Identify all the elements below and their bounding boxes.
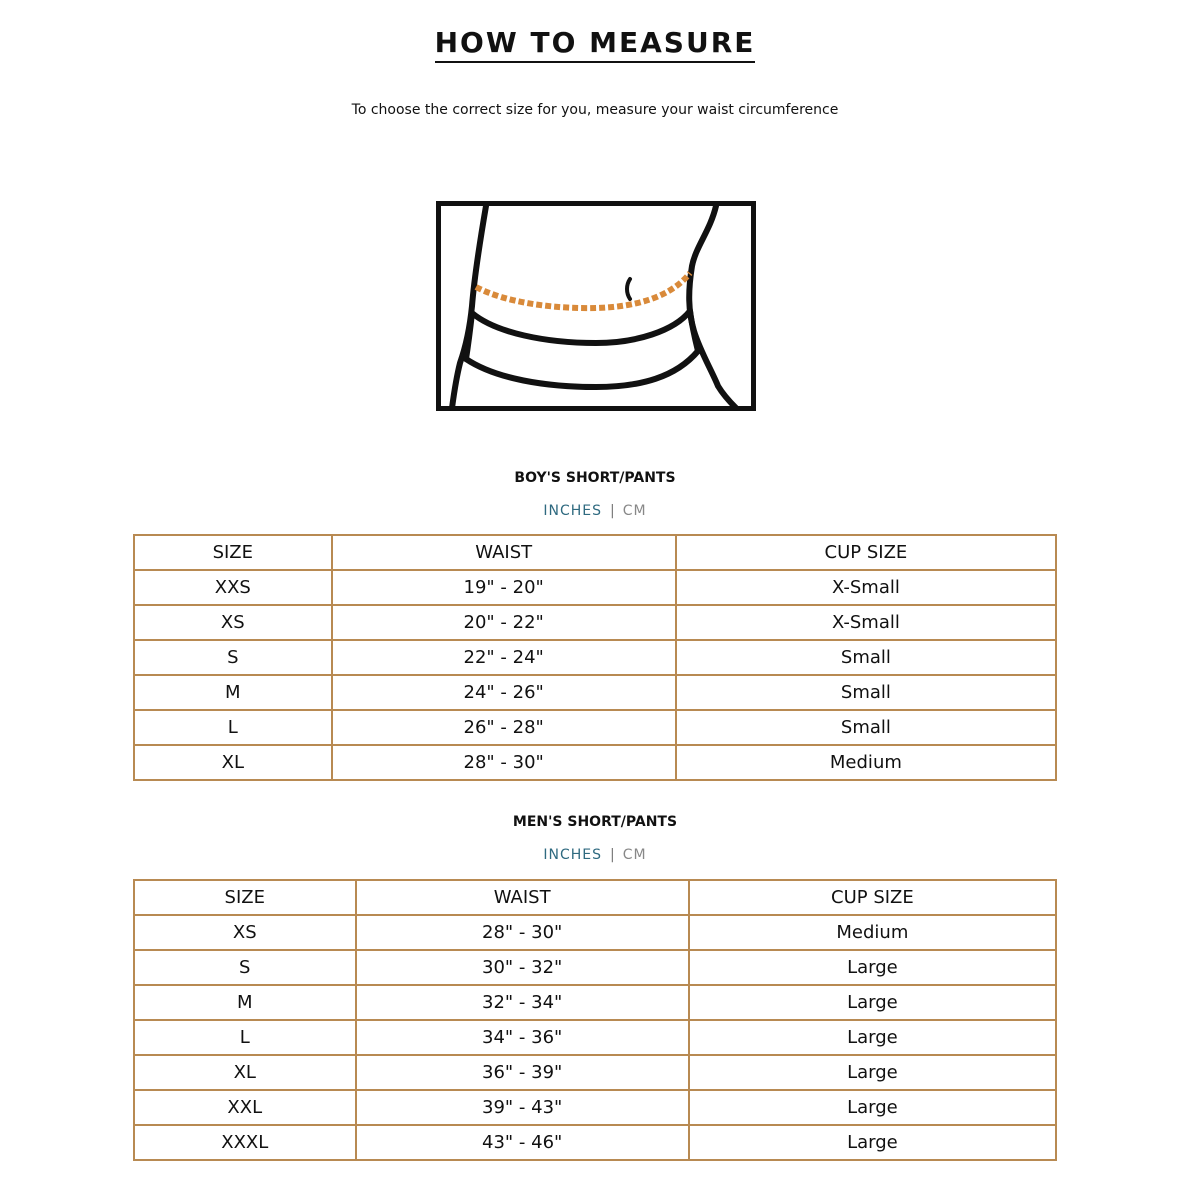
- cell-size: XXXL: [134, 1125, 356, 1160]
- cell-waist: 28" - 30": [356, 915, 689, 950]
- header-waist: WAIST: [332, 535, 676, 570]
- table-header-row: [134, 880, 1056, 915]
- cell-size: XL: [134, 1055, 356, 1090]
- page-title: [0, 26, 1190, 59]
- table-header-row: [134, 535, 1056, 570]
- cell-size: XL: [134, 745, 332, 780]
- cell-cup-size: Large: [689, 1020, 1056, 1055]
- mens-unit-cm[interactable]: CM: [622, 847, 647, 863]
- header-waist: WAIST: [356, 880, 689, 915]
- cell-size: XS: [134, 915, 356, 950]
- boys-unit-inches[interactable]: INCHES: [543, 503, 603, 519]
- table-row: [134, 915, 1056, 950]
- mens-unit-inches[interactable]: INCHES: [543, 847, 603, 863]
- table-row: [134, 675, 1056, 710]
- cell-waist: 22" - 24": [332, 640, 676, 675]
- cell-waist: 24" - 26": [332, 675, 676, 710]
- cell-size: XXL: [134, 1090, 356, 1125]
- boys-size-table: [133, 534, 1057, 781]
- cell-size: S: [134, 640, 332, 675]
- header-cup-size: CUP SIZE: [689, 880, 1056, 915]
- cell-cup-size: Large: [689, 985, 1056, 1020]
- table-row: [134, 950, 1056, 985]
- cell-cup-size: Large: [689, 950, 1056, 985]
- boys-unit-separator: |: [610, 503, 615, 519]
- header-size: SIZE: [134, 535, 332, 570]
- cell-waist: 26" - 28": [332, 710, 676, 745]
- cell-cup-size: Small: [676, 640, 1056, 675]
- header-cup-size: CUP SIZE: [676, 535, 1056, 570]
- cell-size: XS: [134, 605, 332, 640]
- mens-size-table: [133, 879, 1057, 1161]
- cell-waist: 30" - 32": [356, 950, 689, 985]
- cell-size: M: [134, 985, 356, 1020]
- cell-cup-size: Large: [689, 1055, 1056, 1090]
- cell-cup-size: Medium: [689, 915, 1056, 950]
- cell-size: XXS: [134, 570, 332, 605]
- cell-waist: 36" - 39": [356, 1055, 689, 1090]
- cell-cup-size: Small: [676, 710, 1056, 745]
- table-row: [134, 1020, 1056, 1055]
- cell-cup-size: Small: [676, 675, 1056, 710]
- waist-measurement-illustration: [436, 201, 756, 411]
- page-subtitle: To choose the correct size for you, measure your waist circumference: [351, 102, 839, 118]
- cell-waist: 19" - 20": [332, 570, 676, 605]
- mens-unit-toggle: [0, 847, 1190, 863]
- header-size: SIZE: [134, 880, 356, 915]
- cell-cup-size: Large: [689, 1090, 1056, 1125]
- cell-waist: 20" - 22": [332, 605, 676, 640]
- boys-unit-cm[interactable]: CM: [622, 503, 647, 519]
- table-row: [134, 640, 1056, 675]
- table-row: [134, 985, 1056, 1020]
- cell-waist: 39" - 43": [356, 1090, 689, 1125]
- cell-size: S: [134, 950, 356, 985]
- cell-cup-size: X-Small: [676, 570, 1056, 605]
- table-row: [134, 745, 1056, 780]
- cell-size: L: [134, 710, 332, 745]
- table-row: [134, 605, 1056, 640]
- table-row: [134, 1125, 1056, 1160]
- cell-waist: 43" - 46": [356, 1125, 689, 1160]
- cell-cup-size: Large: [689, 1125, 1056, 1160]
- cell-waist: 32" - 34": [356, 985, 689, 1020]
- cell-size: L: [134, 1020, 356, 1055]
- mens-section-title: MEN'S SHORT/PANTS: [512, 814, 678, 830]
- boys-section-title: BOY'S SHORT/PANTS: [514, 470, 676, 486]
- cell-cup-size: X-Small: [676, 605, 1056, 640]
- cell-size: M: [134, 675, 332, 710]
- cell-waist: 28" - 30": [332, 745, 676, 780]
- table-row: [134, 1055, 1056, 1090]
- table-row: [134, 570, 1056, 605]
- table-row: [134, 710, 1056, 745]
- cell-cup-size: Medium: [676, 745, 1056, 780]
- table-row: [134, 1090, 1056, 1125]
- cell-waist: 34" - 36": [356, 1020, 689, 1055]
- boys-unit-toggle: [0, 503, 1190, 519]
- mens-unit-separator: |: [610, 847, 615, 863]
- page-title-text: HOW TO MEASURE: [435, 26, 756, 63]
